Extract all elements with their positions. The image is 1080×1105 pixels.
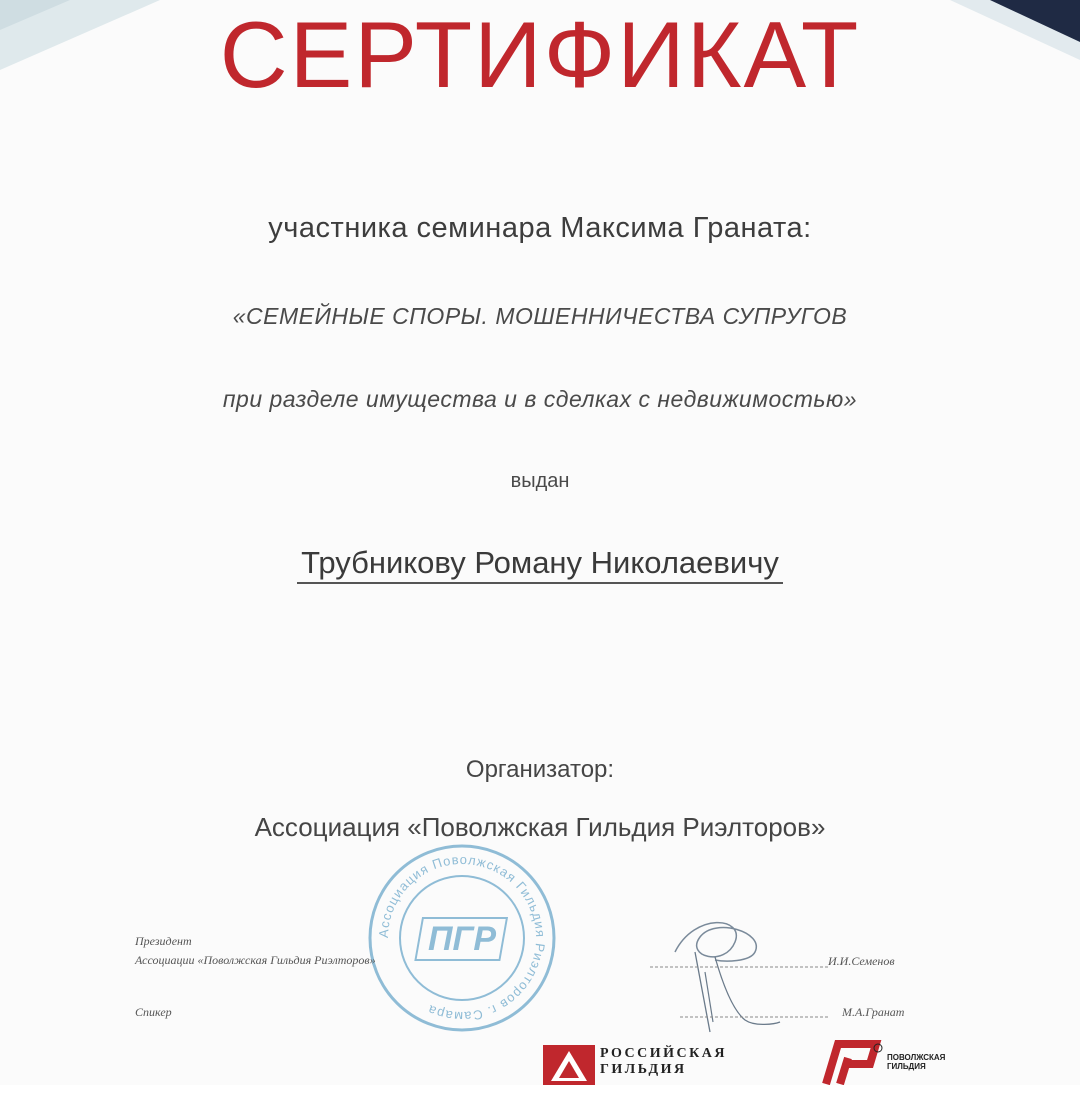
russian-guild-logo-text [600, 1046, 727, 1078]
volga-guild-logo-text [887, 1053, 945, 1071]
pgr-line-2: ГИЛЬДИЯ [887, 1062, 926, 1071]
president-title: Президент [135, 934, 192, 948]
president-name: И.И.Семенов [828, 954, 895, 968]
stamp-center-text: ПГР [428, 920, 496, 958]
bottom-margin [0, 1085, 1080, 1105]
recipient-name: Трубникову Роману Николаевичу [297, 545, 783, 584]
president-organization: Ассоциации «Поволжская Гильдия Риэлторов» [135, 953, 376, 967]
certificate-title: СЕРТИФИКАТ [219, 2, 861, 107]
certificate-subtitle: участника семинара Максима Граната: [268, 212, 812, 244]
rgr-line-2: ГИЛЬДИЯ [600, 1062, 687, 1077]
speaker-title: Спикер [135, 1005, 172, 1019]
seminar-title-line-1: «СЕМЕЙНЫЕ СПОРЫ. МОШЕННИЧЕСТВА СУПРУГОВ [232, 303, 848, 329]
rgr-line-1: РОССИЙСКАЯ [600, 1046, 728, 1061]
recipient-name-wrap [0, 545, 1080, 584]
seminar-title-line-2: при разделе имущества и в сделках с недвижимостью» [222, 386, 858, 412]
pgr-line-1: ПОВОЛЖСКАЯ [887, 1053, 946, 1062]
volga-guild-logo-icon [818, 1038, 884, 1085]
stamp-ring-text: Ассоциация Поволжская Гильдия Риэлторов г. Самара [375, 851, 549, 1025]
signature-lines [640, 955, 840, 1025]
russian-guild-logo-icon [543, 1045, 595, 1085]
speaker-name: М.А.Гранат [842, 1005, 905, 1019]
organizer-label: Организатор: [465, 756, 615, 783]
organizer-name: Ассоциация «Поволжская Гильдия Риэлторов» [254, 812, 826, 842]
official-stamp [362, 838, 562, 1038]
issued-label: выдан [510, 470, 570, 492]
